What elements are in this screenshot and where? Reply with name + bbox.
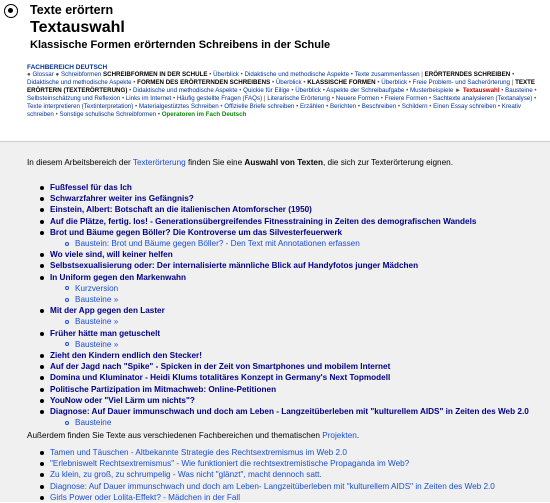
topic-item[interactable] (50, 372, 545, 383)
topic-sublist (50, 238, 545, 249)
breadcrumb-item[interactable]: Kreativ schreiben (27, 102, 521, 118)
topic-sub-link[interactable]: Bausteine (50, 417, 545, 428)
breadcrumb-item[interactable]: Texte zusammenfassen (354, 71, 420, 78)
breadcrumb-item[interactable]: Häufig gestellte Fragen (FAQs) (176, 94, 263, 102)
breadcrumb-separator: • (349, 71, 355, 78)
breadcrumb-separator: • (207, 71, 214, 78)
breadcrumb-item[interactable]: Quickie für Eilige (243, 86, 290, 94)
breadcrumb-item: KLASSISCHE FORMEN (307, 78, 376, 86)
breadcrumb-separator: • (218, 102, 225, 110)
breadcrumb-separator: • (120, 94, 126, 102)
breadcrumb-separator: • (532, 86, 537, 94)
breadcrumb-item[interactable]: Didaktische und methodische Aspekte (244, 71, 350, 78)
breadcrumb-item[interactable]: Bausteine (505, 86, 533, 94)
topic-link[interactable]: Auf die Plätze, fertig. los! - Generationsübergreifendes Fitnesstraining in Zeiten des demografischen Wandels (50, 216, 477, 226)
topic-sub-link[interactable]: Kurzversion (50, 283, 545, 294)
breadcrumb-item[interactable]: Neuere Formen (335, 94, 380, 102)
breadcrumb-item[interactable]: Textauswahl (462, 86, 500, 94)
breadcrumb-separator: • (510, 71, 515, 78)
projects-intro (27, 431, 359, 440)
page-header (0, 0, 550, 141)
breadcrumb-separator: • (496, 102, 502, 110)
breadcrumb-item[interactable]: Überblick (381, 78, 408, 86)
topic-item[interactable] (50, 182, 545, 193)
topic-item[interactable] (50, 328, 545, 350)
projekten-link[interactable]: Projekten (322, 431, 357, 440)
breadcrumb-separator: • (321, 86, 327, 94)
breadcrumb-separator: • (324, 102, 330, 110)
topic-item[interactable] (50, 406, 545, 428)
breadcrumb-item[interactable]: Erzählen (299, 102, 325, 110)
topic-sub-link[interactable]: Bausteine » (50, 294, 545, 305)
topic-link[interactable]: Zieht den Kindern endlich den Stecker! (50, 351, 202, 361)
breadcrumb-separator: • (156, 110, 162, 118)
breadcrumb-item[interactable]: Überblick (275, 78, 302, 86)
breadcrumb-separator: | (510, 78, 516, 86)
breadcrumb-item[interactable]: Musterbeispiele (409, 86, 454, 94)
breadcrumb-separator: • (294, 102, 300, 110)
breadcrumb-item: FORMEN DES ERÖRTERNDEN SCHREIBENS (137, 78, 271, 86)
breadcrumb-item[interactable]: Schreibformen (60, 71, 102, 78)
breadcrumb-item: SCHREIBFORMEN IN DER SCHULE (102, 71, 208, 78)
topic-link[interactable]: Auf der Jagd nach "Spike" - Spicken in der Zeit von Smartphones und mobilem Internet (50, 362, 391, 372)
breadcrumb-separator: • (396, 102, 402, 110)
topic-sub-link[interactable]: Bausteine » (50, 339, 545, 350)
topic-item[interactable] (50, 272, 545, 306)
breadcrumb-separator: • (330, 94, 336, 102)
breadcrumb-separator: • (375, 78, 382, 86)
breadcrumb-separator: ► (453, 86, 463, 94)
topic-sublist (50, 417, 545, 428)
topic-sub-link[interactable]: Baustein: Brot und Bäume gegen Böller? - Den Text mit Annotationen erfassen (50, 238, 545, 249)
topic-link[interactable]: YouNow oder "Viel Lärm um nichts"? (50, 395, 195, 405)
topic-link[interactable]: Domina und Kluminator - Heidi Klums totalitäres Konzept in Germany's Next Topmodell (50, 373, 391, 383)
breadcrumb-item[interactable]: Überblick (213, 71, 239, 78)
main-content (0, 142, 550, 502)
breadcrumb-separator: • (237, 86, 244, 94)
topic-item[interactable] (50, 384, 545, 395)
breadcrumb-separator: • (53, 110, 60, 118)
topic-item[interactable] (50, 350, 545, 361)
topic-item[interactable] (50, 305, 545, 327)
breadcrumb-item[interactable]: Texte interpretieren (Textinterpretation) (27, 102, 134, 110)
topic-item[interactable] (50, 395, 545, 406)
breadcrumb-separator: | (262, 94, 268, 102)
breadcrumb-item[interactable]: Selbsteinschätzung und Reflexion (27, 94, 121, 102)
breadcrumb-separator: • (379, 94, 385, 102)
project-link[interactable]: Zu klein, zu groß, zu schrumpelig - Was nicht "glänzt", macht dennoch satt. (50, 469, 545, 480)
intro-middle: finden Sie eine (185, 158, 245, 167)
topic-item[interactable] (50, 227, 545, 249)
topic-link[interactable]: Früher hätte man getuschelt (50, 328, 161, 338)
breadcrumb-item[interactable]: Didaktische und methodische Aspekte (132, 86, 238, 94)
breadcrumb-separator: • (499, 86, 506, 94)
topic-item[interactable] (50, 249, 545, 260)
breadcrumb-item[interactable]: Sachtexte analysieren (Textanalyse) (432, 94, 533, 102)
breadcrumb-item[interactable]: Links im Internet (125, 94, 172, 102)
page-title: Textauswahl (30, 19, 125, 36)
projects-after: . (356, 431, 360, 440)
breadcrumb-separator: | (419, 71, 425, 78)
intro-bold: Auswahl von Texten (244, 158, 323, 167)
topic-sub-link[interactable]: Bausteine » (50, 316, 545, 327)
breadcrumb-item[interactable]: Einen Essay schreiben (433, 102, 497, 110)
projects-before: Außerdem finden Sie Texte aus verschiedenen Fachbereichen und thematischen (27, 431, 323, 440)
breadcrumb-item[interactable]: Glossar (32, 71, 54, 78)
project-link[interactable]: Tamen und Täuschen - Altbekannte Strategie des Rechtsextremismus im Web 2.0 (50, 447, 545, 458)
topic-link[interactable]: Einstein, Albert: Botschaft an die italienischen Atomforscher (1950) (50, 205, 312, 215)
target-logo-icon (4, 4, 18, 18)
breadcrumb-separator: • (127, 86, 133, 94)
breadcrumb-item[interactable]: Literarische Erörterung (267, 94, 331, 102)
breadcrumb-item[interactable]: Materialgestütztes Schreiben (138, 102, 219, 110)
breadcrumb-separator: ● (53, 71, 61, 78)
breadcrumb-item: TEXTE ERÖRTERN (TEXTERÖRTERUNG) (27, 78, 536, 94)
intro-text (27, 158, 453, 167)
breadcrumb-separator: • (427, 94, 433, 102)
topic-item[interactable] (50, 361, 545, 372)
breadcrumb-item[interactable]: Überblick (295, 86, 321, 94)
topic-link[interactable]: In Uniform gegen den Markenwahn (50, 272, 187, 282)
topic-link[interactable]: Mit der App gegen den Laster (50, 306, 165, 316)
breadcrumb-item: ERÖRTERNDES SCHREIBEN (424, 71, 511, 78)
project-link[interactable]: "Erlebniswelt Rechtsextremismus" - Wie funktioniert die rechtsextremistische Propaganda im Web? (50, 458, 545, 469)
topic-link[interactable]: Schwarzfahrer weiter ins Gefängnis? (50, 194, 194, 204)
intro-after: , die sich zur Texterörterung eignen. (322, 158, 453, 167)
topic-sublist (50, 339, 545, 350)
breadcrumb-item[interactable]: Schildern (401, 102, 428, 110)
breadcrumb-separator: • (301, 78, 308, 86)
page-subtitle: Klassische Formen erörternden Schreibens in der Schule (30, 39, 331, 51)
breadcrumb-separator: • (270, 78, 276, 86)
topic-item[interactable] (50, 260, 545, 271)
breadcrumb-separator: • (356, 102, 362, 110)
breadcrumb-item[interactable]: Freiere Formen (384, 94, 428, 102)
topic-item[interactable] (50, 204, 545, 215)
topic-sublist (50, 316, 545, 327)
intro-before: In diesem Arbeitsbereich der (27, 158, 133, 167)
topic-link[interactable]: Diagnose: Auf Dauer immunschwach und doch am Leben - Langzeitüberleben mit "kulturellem AIDS" in Zeiten des Web 2.0 (50, 407, 529, 417)
breadcrumb-separator: • (131, 78, 138, 86)
topic-link[interactable]: Politische Partizipation im Mitmachweb: Online-Petitionen (50, 384, 277, 394)
section-label: FACHBEREICH DEUTSCH (27, 64, 108, 71)
topic-link[interactable]: Selbstsexualisierung oder: Der internalisierte männliche Blick auf Handyfotos junger Mädchen (50, 261, 419, 271)
breadcrumb-separator: • (238, 71, 245, 78)
breadcrumb-item[interactable]: Beschreiben (361, 102, 397, 110)
breadcrumb-item[interactable]: Freie Problem- und Sacherörterung (412, 78, 511, 86)
texterörterung-link[interactable]: Texterörterung (132, 158, 186, 167)
topic-link[interactable]: Wo viele sind, will keiner helfen (50, 250, 173, 260)
breadcrumb-separator: • (427, 102, 434, 110)
breadcrumb-item[interactable]: Offizielle Briefe schreiben (224, 102, 295, 110)
breadcrumb-separator: • (407, 78, 413, 86)
topic-sublist (50, 283, 545, 305)
site-title: Texte erörtern (30, 3, 114, 17)
breadcrumb-separator: • (133, 102, 139, 110)
project-list (50, 447, 545, 503)
breadcrumb-separator: • (289, 86, 296, 94)
breadcrumb-item[interactable]: Operatoren im Fach Deutsch (161, 110, 247, 118)
breadcrumb-separator: ● (27, 71, 33, 78)
breadcrumb-item[interactable]: Sonstige schulische Schreibformen (59, 110, 157, 118)
topic-item[interactable] (50, 193, 545, 204)
topic-link[interactable]: Fußfessel für das Ich (50, 183, 132, 192)
topic-item[interactable] (50, 216, 545, 227)
breadcrumb-item[interactable]: Berichten (329, 102, 357, 110)
breadcrumb-item[interactable]: Aspekte der Schreibaufgabe (326, 86, 405, 94)
breadcrumb-separator: • (532, 94, 537, 102)
project-link[interactable]: Girls Power oder Lolita-Effekt? - Mädchen in der Fall (50, 492, 545, 503)
topic-list (50, 182, 545, 428)
breadcrumb (27, 71, 537, 118)
breadcrumb-separator: • (404, 86, 410, 94)
topic-link[interactable]: Brot und Bäume gegen Böller? Die Kontroverse um das Silvesterfeuerwerk (50, 227, 343, 237)
breadcrumb-item[interactable]: Didaktische und methodische Aspekte (27, 78, 132, 86)
breadcrumb-separator: • (171, 94, 177, 102)
project-link[interactable]: Diagnose: Auf Dauer immunschwach und doch am Leben- Langzeitüberleben mit "kulturellem AIDS" in Zeiten des Web 2.0 (50, 481, 545, 492)
